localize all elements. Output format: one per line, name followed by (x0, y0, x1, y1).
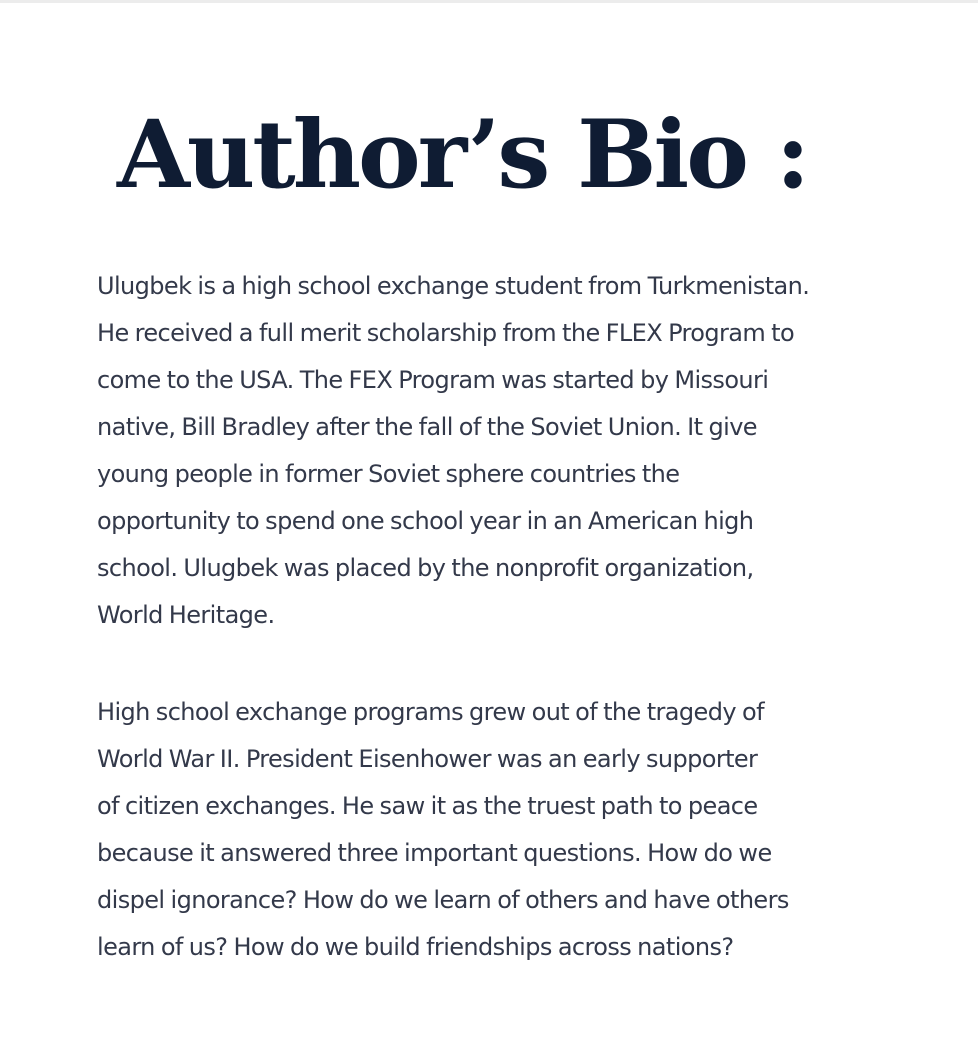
bio-line: Ulugbek is a high school exchange student from Turkmenistan. (97, 272, 810, 300)
bio-line: He received a full merit scholarship from the FLEX Program to (97, 319, 795, 347)
bio-line: learn of us? How do we build friendships across nations? (97, 933, 734, 961)
bio-paragraph-2 (97, 689, 897, 971)
bio-line: young people in former Soviet sphere countries the (97, 460, 680, 488)
bio-line: dispel ignorance? How do we learn of others and have others (97, 886, 789, 914)
bio-line: World War II. President Eisenhower was an early supporter (97, 745, 758, 773)
bio-line: opportunity to spend one school year in an American high (97, 507, 754, 535)
bio-line: World Heritage. (97, 601, 275, 629)
bio-line: school. Ulugbek was placed by the nonprofit organization, (97, 554, 754, 582)
bio-line: native, Bill Bradley after the fall of the Soviet Union. It give (97, 413, 757, 441)
bio-line: High school exchange programs grew out of the tragedy of (97, 698, 764, 726)
bio-paragraph-1 (97, 263, 897, 639)
bio-line: because it answered three important questions. How do we (97, 839, 772, 867)
page-title: Author’s Bio : (117, 100, 808, 210)
bio-text (97, 263, 897, 971)
bio-line: of citizen exchanges. He saw it as the truest path to peace (97, 792, 758, 820)
bio-line: come to the USA. The FEX Program was started by Missouri (97, 366, 769, 394)
